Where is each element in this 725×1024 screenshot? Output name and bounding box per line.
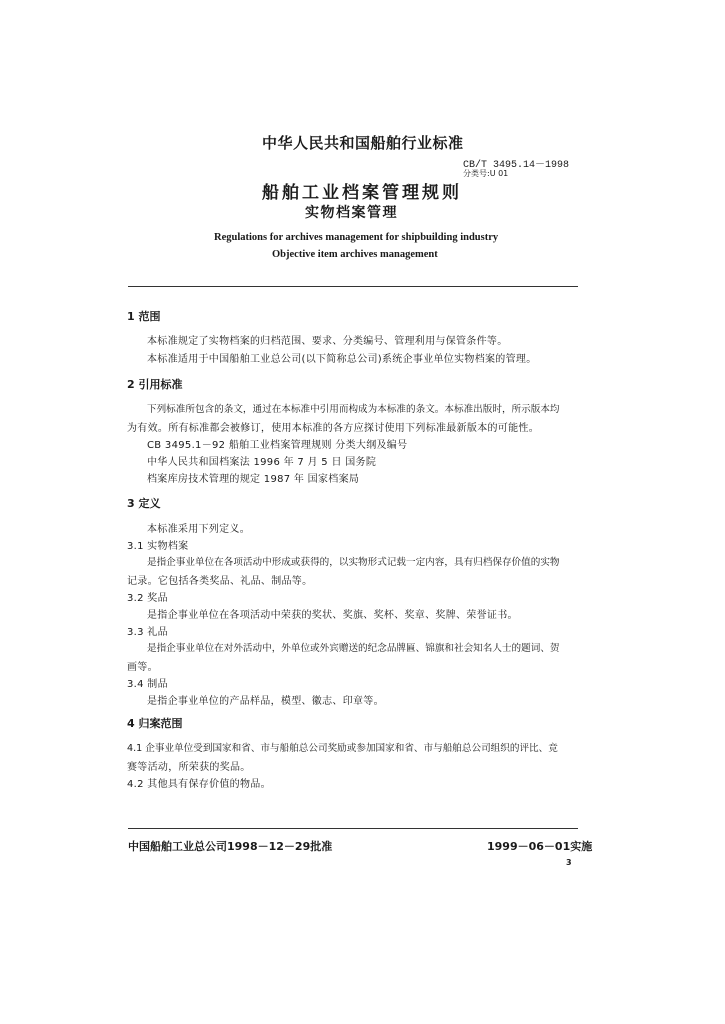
reference-standard-2: 中华人民共和国档案法 1996 年 7 月 5 日 国务院 [147,457,377,468]
definition-3-1-title: 3.1 实物档案 [127,541,189,552]
section-3-intro: 本标准采用下列定义。 [147,524,250,535]
definition-3-2-title: 3.2 奖品 [127,593,168,604]
definition-3-3-line-1: 是指企事业单位在对外活动中，外单位或外宾赠送的纪念品牌匾、锦旗和社会知名人士的题词、贺 [147,643,560,654]
definition-3-4-title: 3.4 制品 [127,679,168,690]
item-4-2: 4.2 其他具有保存价值的物品。 [127,779,271,790]
item-4-1-line-1: 4.1 企事业单位受到国家和省、市与船舶总公司奖励或参加国家和省、市与船舶总公司组织的评比、竞 [127,743,558,754]
section-2-heading: 2 引用标准 [127,378,183,391]
item-4-1-line-2: 赛等活动，所荣获的奖品。 [127,762,251,773]
classification-code: 分类号:U 01 [463,169,509,178]
section-2-para-line-2: 为有效。所有标准都会被修订，使用本标准的各方应探讨使用下列标准最新版本的可能性。 [127,423,539,434]
definition-3-1-line-1: 是指企事业单位在各项活动中形成或获得的，以实物形式记载一定内容，具有归档保存价值的实物 [147,557,560,568]
section-1-para-2: 本标准适用于中国船舶工业总公司(以下简称总公司)系统企事业单位实物档案的管理。 [147,354,537,365]
effective-date: 1999－06－01实施 [487,840,593,853]
section-1-para-1: 本标准规定了实物档案的归档范围、要求、分类编号、管理利用与保管条件等。 [147,336,508,347]
reference-standard-1: CB 3495.1－92 船舶工业档案管理规则 分类大纲及编号 [147,440,408,451]
section-2-para-line-1: 下列标准所包含的条文，通过在本标准中引用而构成为本标准的条文。本标准出版时，所示版本均 [147,404,560,415]
definition-3-1-line-2: 记录。它包括各类奖品、礼品、制品等。 [127,576,313,587]
english-title: Regulations for archives management for shipbuilding industry [214,232,499,243]
section-3-heading: 3 定义 [127,497,161,510]
header-divider [128,286,578,287]
approval-date: 中国船舶工业总公司1998－12－29批准 [128,840,333,853]
english-subtitle: Objective item archives management [272,249,438,260]
standard-org-title: 中华人民共和国船舶行业标准 [262,134,464,152]
document-subtitle: 实物档案管理 [305,205,398,221]
document-title: 船舶工业档案管理规则 [262,183,462,203]
reference-standard-3: 档案库房技术管理的规定 1987 年 国家档案局 [147,474,360,485]
standard-code: CB/T 3495.14－1998 [463,160,570,171]
definition-3-3-line-2: 画等。 [127,662,158,673]
section-1-heading: 1 范围 [127,310,161,323]
page-number: 3 [566,858,572,867]
footer-divider [128,828,578,829]
section-4-heading: 4 归案范围 [127,717,183,730]
definition-3-2-line-1: 是指企事业单位在各项活动中荣获的奖状、奖旗、奖杯、奖章、奖牌、荣誉证书。 [147,610,518,621]
definition-3-4-line-1: 是指企事业单位的产品样品，模型、徽志、印章等。 [147,696,384,707]
definition-3-3-title: 3.3 礼品 [127,627,168,638]
